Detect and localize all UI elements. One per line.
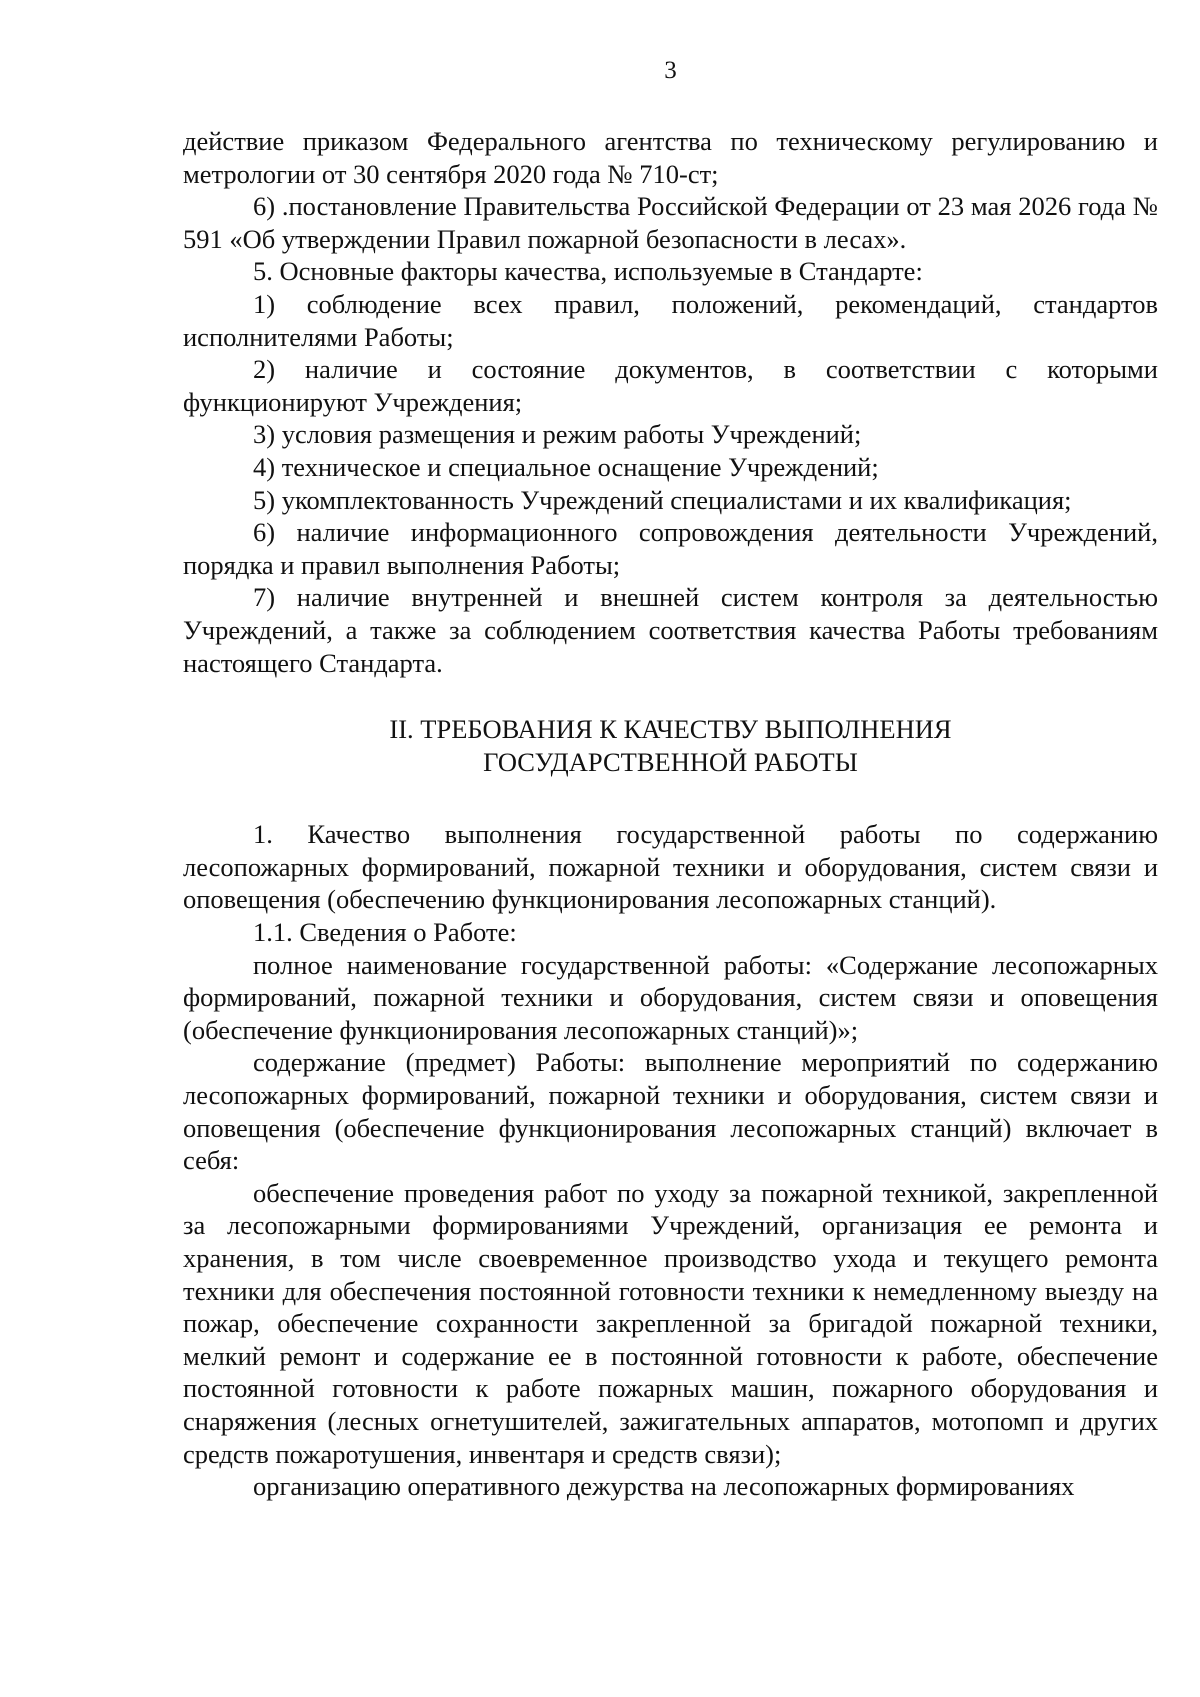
document-body	[183, 125, 1158, 1503]
section-heading-line-2: ГОСУДАРСТВЕННОЙ РАБОТЫ	[483, 746, 858, 777]
paragraph: обеспечение проведения работ по уходу за пожарной техникой, закрепленной за лесопожарными формированиями Учреждений, организация ее ремонта и хранения, в том числе своевременное производство ухода и текущего ремонта техники для обеспечения постоянной готовности техники к немедленному выезду на пожар, обеспечение сохранности закрепленной за бригадой пожарной техники, мелкий ремонт и содержание ее в постоянной готовности к работе, обеспечение постоянной готовности к работе пожарных машин, пожарного оборудования и снаряжения (лесных огнетушителей, зажигательных аппаратов, мотопомп и других средств пожаротушения, инвентаря и средств связи);	[183, 1177, 1158, 1469]
list-item: 2) наличие и состояние документов, в соответствии с которыми функционируют Учреждения;	[183, 354, 1158, 417]
section-heading-line-1: II. ТРЕБОВАНИЯ К КАЧЕСТВУ ВЫПОЛНЕНИЯ	[389, 714, 952, 745]
paragraph: содержание (предмет) Работы: выполнение мероприятий по содержанию лесопожарных формирований, пожарной техники и оборудования, систем связи и оповещения (обеспечение функционирования лесопожарных станций) включает в себя:	[183, 1047, 1158, 1176]
paragraph: организацию оперативного дежурства на лесопожарных формированиях	[253, 1471, 1075, 1502]
paragraph: 1. Качество выполнения государственной работы по содержанию лесопожарных формирований, пожарной техники и оборудования, систем связи и оповещения (обеспечению функционирования лесопожарных станций).	[183, 819, 1158, 915]
list-item: 6) наличие информационного сопровождения деятельности Учреждений, порядка и правил выполнения Работы;	[183, 517, 1158, 580]
list-item: 4) техническое и специальное оснащение Учреждений;	[253, 451, 879, 482]
paragraph: действие приказом Федерального агентства по техническому регулированию и метрологии от 30 сентября 2020 года № 710-ст;	[183, 126, 1158, 189]
section-heading	[183, 713, 1158, 778]
list-item: 5) укомплектованность Учреждений специалистами и их квалификация;	[253, 484, 1072, 515]
paragraph: полное наименование государственной работы: «Содержание лесопожарных формирований, пожарной техники и оборудования, систем связи и оповещения (обеспечение функционирования лесопожарных станций)»;	[183, 949, 1158, 1045]
paragraph: 5. Основные факторы качества, используемые в Стандарте:	[253, 256, 923, 287]
paragraph: 6) .постановление Правительства Российской Федерации от 23 мая 2026 года № 591 «Об утверждении Правил пожарной безопасности в лесах».	[183, 191, 1158, 254]
document-page	[183, 0, 1158, 1697]
page-number: 3	[664, 57, 677, 84]
list-item: 3) условия размещения и режим работы Учреждений;	[253, 419, 862, 450]
paragraph: 1.1. Сведения о Работе:	[253, 917, 517, 948]
list-item: 7) наличие внутренней и внешней систем контроля за деятельностью Учреждений, а также за соблюдением соответствия качества Работы требованиям настоящего Стандарта.	[183, 582, 1158, 678]
list-item: 1) соблюдение всех правил, положений, рекомендаций, стандартов исполнителями Работы;	[183, 288, 1158, 352]
